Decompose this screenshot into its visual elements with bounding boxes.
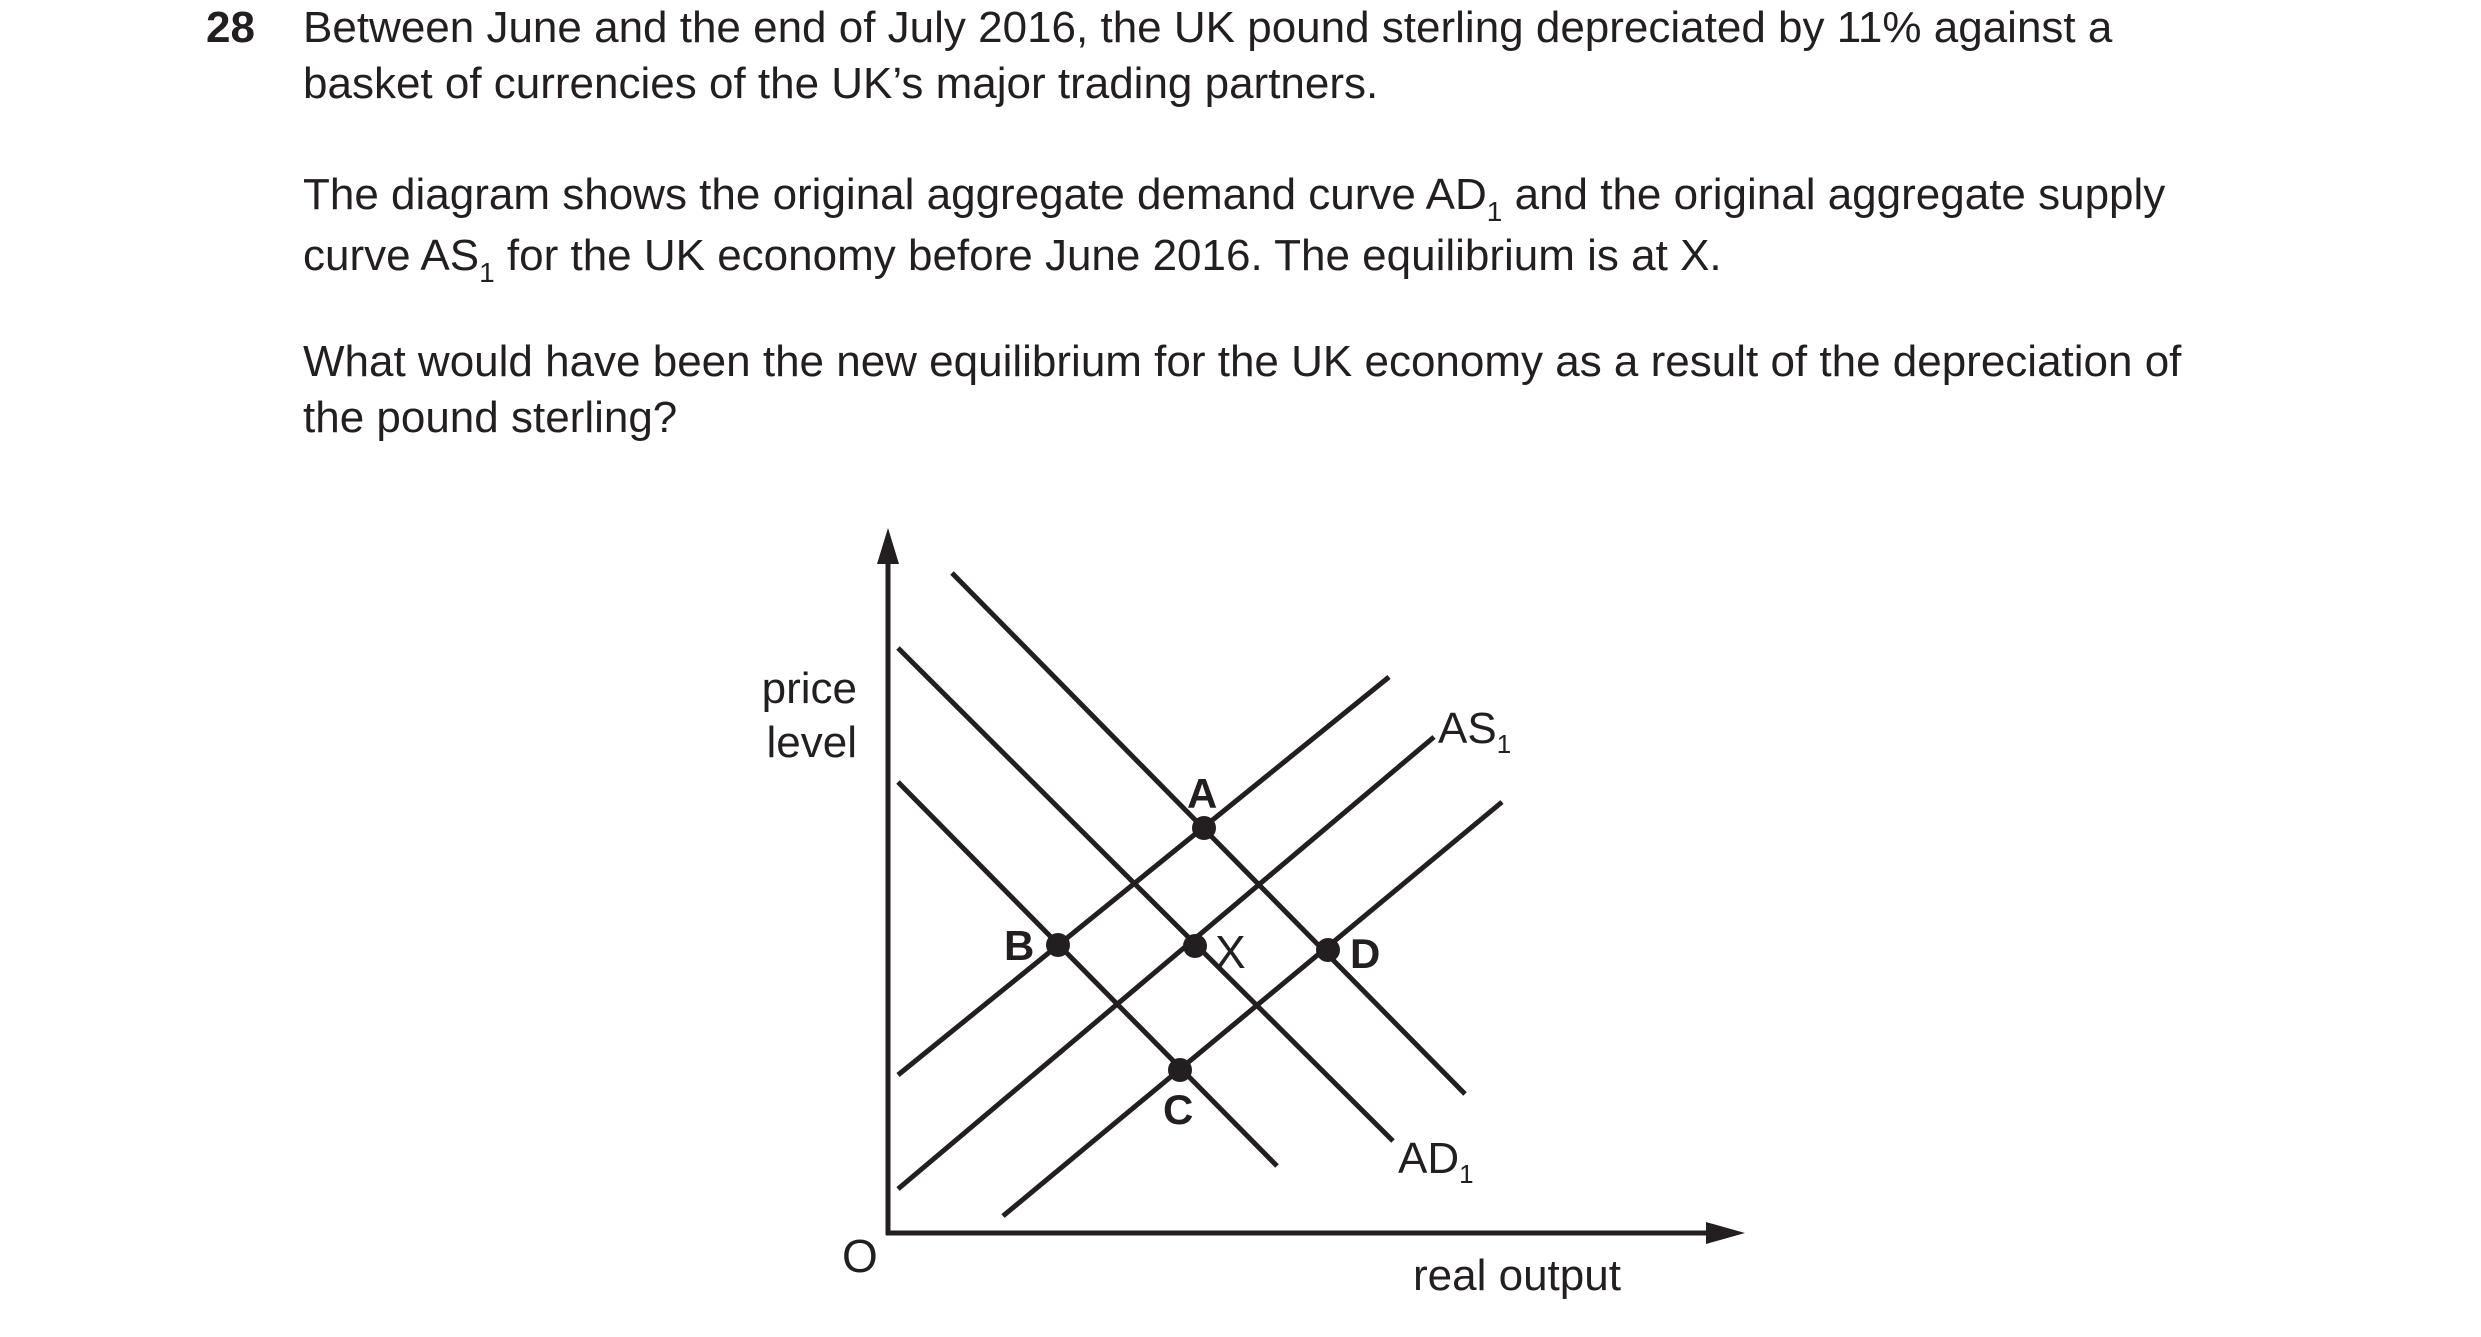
point-a-label: A [1187,770,1218,817]
prompt-line-1: What would have been the new equilibrium for the UK economy as a result of the depreciation of [303,337,2182,386]
origin-label: O [842,1230,878,1282]
point-c-marker [1168,1058,1192,1082]
prompt-line-2: the pound sterling? [303,393,678,442]
desc-text-c: curve AS [303,231,480,280]
as-label-subscript: 1 [1496,729,1512,759]
x-axis-label: real output [1413,1251,1621,1300]
point-b-label: B [1004,922,1035,969]
point-x-marker [1183,934,1207,958]
question-number: 28 [206,3,255,52]
intro-line-1: Between June and the end of July 2016, the UK pound sterling depreciated by 11% against a [303,3,2113,52]
point-x-label: X [1215,926,1246,978]
ad-label-subscript: 1 [1459,1159,1474,1189]
intro-line-2: basket of currencies of the UK’s major trading partners. [303,59,1379,108]
desc-text-a: The diagram shows the original aggregate demand curve AD [303,170,1487,219]
point-c-label: C [1163,1086,1194,1133]
desc-subscript-ad: 1 [1486,196,1503,227]
ad-curve-label [1398,1134,1474,1189]
as-curve-upper [898,677,1389,1075]
point-d-label: D [1350,930,1381,977]
desc-text-b: and the original aggregate supply [1502,170,2166,219]
point-b-marker [1046,933,1070,957]
y-axis-arrowhead [877,528,899,564]
y-axis-label-line-1: price [761,664,857,713]
point-d-marker [1316,938,1340,962]
as-label-text: AS [1438,704,1497,753]
y-axis-label-line-2: level [766,718,857,767]
desc-subscript-as: 1 [479,257,495,288]
x-axis-arrowhead [1706,1222,1745,1244]
ad-label-text: AD [1398,1134,1460,1183]
ad-curve-original [898,648,1393,1141]
desc-text-d: for the UK economy before June 2016. The equilibrium is at X. [494,231,1722,280]
as-curve-label [1438,704,1511,759]
point-a-marker [1192,816,1216,840]
